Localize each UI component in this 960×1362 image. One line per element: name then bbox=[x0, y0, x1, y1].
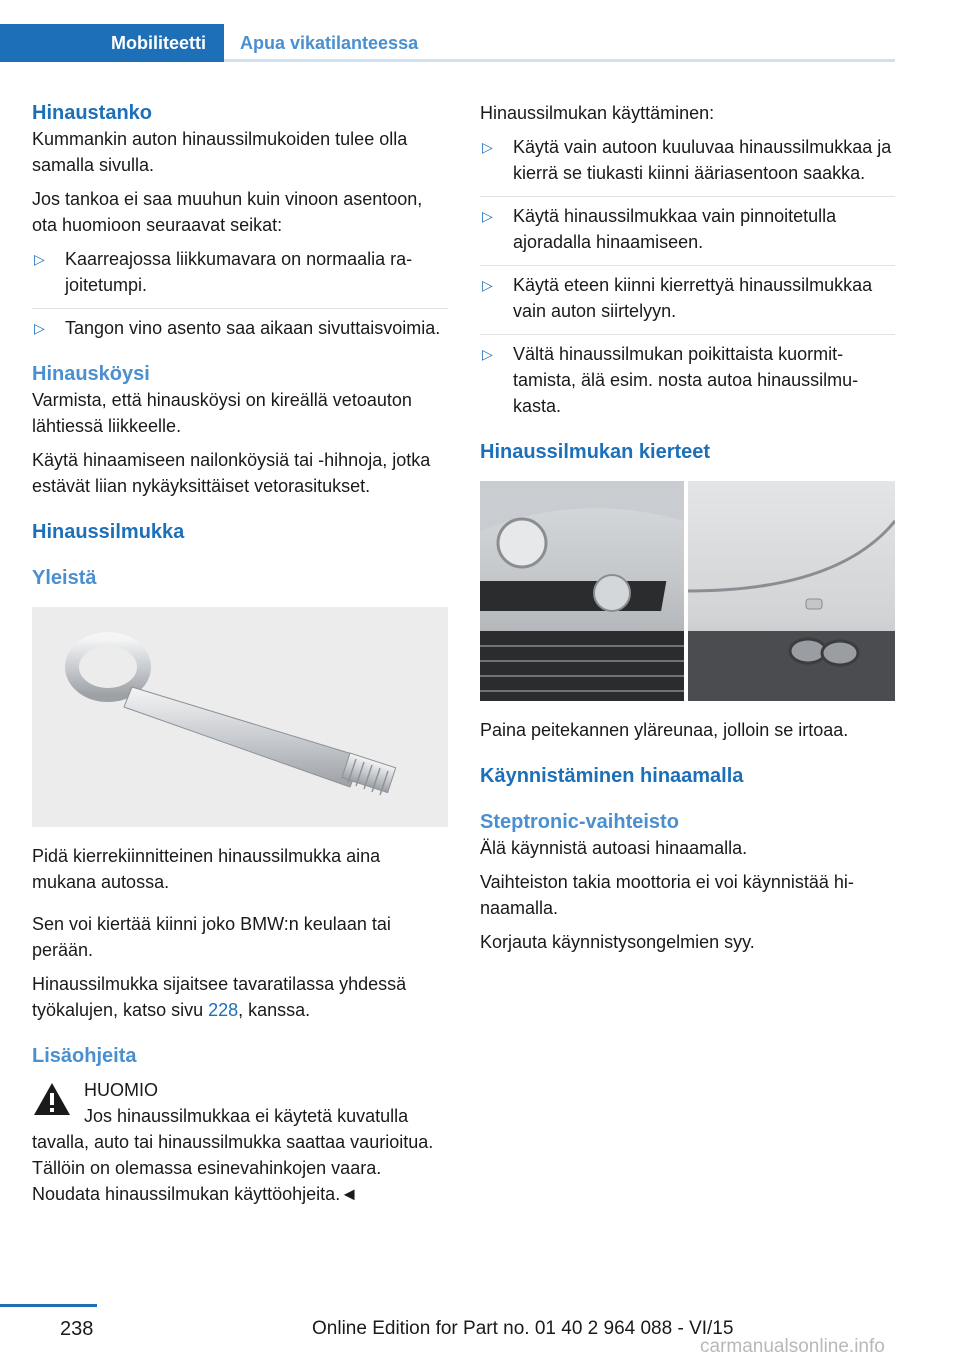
heading-lisaohjeita: Lisäohjeita bbox=[32, 1045, 137, 1067]
edition-text: Online Edition for Part no. 01 40 2 964 088 - VI/15 bbox=[312, 1318, 734, 1339]
paragraph: Varmista, että hinausköysi on kireällä vetoauton lähtiessä liikkeelle. bbox=[32, 390, 412, 436]
heading-steptronic: Steptronic-vaihteisto bbox=[480, 811, 679, 833]
page-number: 238 bbox=[60, 1318, 94, 1340]
page-header bbox=[0, 0, 895, 62]
left-column bbox=[32, 100, 448, 1207]
heading-hinauskoysi: Hinausköysi bbox=[32, 363, 150, 385]
paragraph: Hinaussilmukka sijaitsee tavaratilassa yhdessä työkalujen, katso sivu 228, kanssa. bbox=[32, 974, 407, 1020]
warning-text: Jos hinaussilmukkaa ei käytetä kuvatulla tavalla, auto tai hinaussilmukka saattaa vaurioitua. Tällöin on olemassa esinevahinkojen vaara. Noudata hinaussilmukan käyttöohjeita.◄ bbox=[32, 1106, 434, 1204]
paragraph: Käytä hinaamiseen nailonköysiä tai -hihnoja, jotka estävät liian nykäyksittäiset vetorasitukset. bbox=[32, 450, 431, 496]
triangle-bullet-icon: ▷ bbox=[482, 139, 493, 155]
page-link[interactable]: 228 bbox=[208, 1000, 239, 1020]
list-item: ▷ Vältä hinaussilmukan poikittaista kuormittamista, älä esim. nosta autoa hinaussilmukasta. bbox=[480, 334, 895, 419]
section-tab-inactive: Apua vikatilanteessa bbox=[240, 32, 419, 53]
front-bumper-photo bbox=[480, 481, 684, 701]
paragraph: Pidä kierrekiinnitteinen hinaussilmukka aina mukana autossa. bbox=[32, 846, 381, 892]
paragraph: Kummankin auton hinaussilmukoiden tulee olla samalla sivulla. bbox=[32, 129, 408, 175]
heading-hinaussilmukka: Hinaussilmukka bbox=[32, 521, 185, 543]
triangle-bullet-icon: ▷ bbox=[482, 277, 493, 293]
paragraph: Jos tankoa ei saa muuhun kuin vinoon asentoon, ota huomioon seuraavat seikat: bbox=[32, 189, 423, 235]
watermark: carmanualsonline.info bbox=[700, 1336, 885, 1357]
list-item: ▷ Käytä hinaussilmukkaa vain pinnoitetulla ajoradalla hinaamiseen. bbox=[480, 196, 895, 255]
paragraph: Paina peitekannen yläreunaa, jolloin se irtoaa. bbox=[480, 720, 849, 740]
list-item: ▷ Käytä eteen kiinni kierrettyä hinaussilmukkaa vain auton siirtelyyn. bbox=[480, 265, 895, 324]
bumper-image bbox=[480, 481, 895, 701]
heading-kaynnistaminen: Käynnistäminen hinaamalla bbox=[480, 765, 744, 787]
right-column bbox=[480, 100, 895, 955]
bullet-list bbox=[32, 246, 448, 341]
paragraph: Sen voi kiertää kiinni joko BMW:n keulaan tai perään. bbox=[32, 914, 391, 960]
heading-hinaustanko: Hinaustanko bbox=[32, 102, 153, 124]
warning-triangle-icon bbox=[32, 1081, 72, 1117]
heading-yleista: Yleistä bbox=[32, 567, 97, 589]
page-number-rule bbox=[0, 1304, 97, 1307]
paragraph: Älä käynnistä autoasi hinaamalla. bbox=[480, 838, 748, 858]
header-rule bbox=[224, 59, 895, 62]
paragraph: Hinaussilmukan käyttäminen: bbox=[480, 103, 715, 123]
section-tab-active: Mobiliteetti bbox=[0, 24, 224, 62]
warning-title: HUOMIO bbox=[84, 1080, 158, 1100]
list-item: ▷ Käytä vain autoon kuuluvaa hinaussilmukkaa ja kierrä se tiukasti kiinni ääriasentoon saakka. bbox=[480, 134, 895, 186]
rear-bumper-photo bbox=[688, 481, 895, 701]
tow-hook-image bbox=[32, 607, 448, 827]
triangle-bullet-icon: ▷ bbox=[34, 251, 45, 267]
warning-block bbox=[32, 1077, 448, 1207]
triangle-bullet-icon: ▷ bbox=[482, 208, 493, 224]
bullet-list bbox=[480, 134, 895, 419]
paragraph: Vaihteiston takia moottoria ei voi käynnistää hinaamalla. bbox=[480, 872, 854, 918]
list-item: ▷ Kaarreajossa liikkumavara on normaalia rajoitetumpi. bbox=[32, 246, 448, 298]
list-item: ▷ Tangon vino asento saa aikaan sivuttaisvoimia. bbox=[32, 308, 448, 341]
paragraph: Korjauta käynnistysongelmien syy. bbox=[480, 932, 755, 952]
heading-kierteet: Hinaussilmukan kierteet bbox=[480, 441, 711, 463]
triangle-bullet-icon: ▷ bbox=[482, 346, 493, 362]
triangle-bullet-icon: ▷ bbox=[34, 320, 45, 336]
